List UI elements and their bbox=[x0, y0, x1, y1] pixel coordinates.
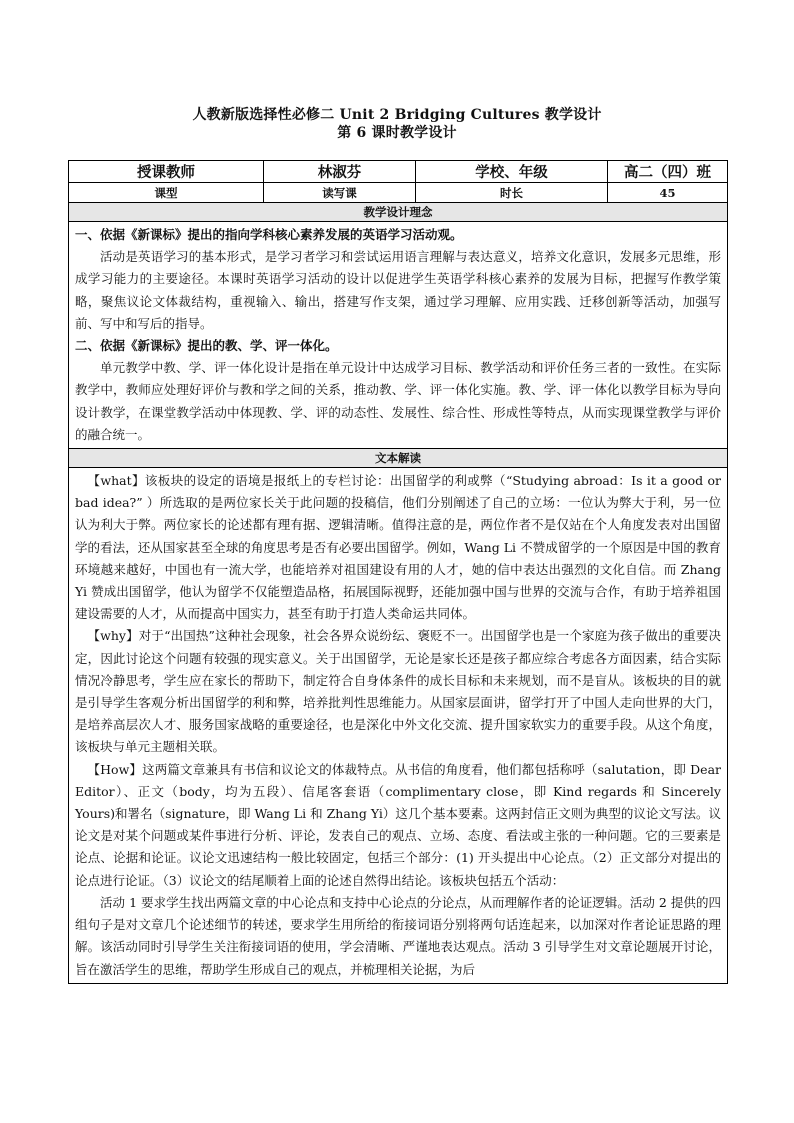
teacher-value: 林淑芬 bbox=[264, 161, 416, 183]
analysis-what: 【what】该板块的设定的语境是报纸上的专栏讨论：出国留学的利或弊（“Studying abroad：Is it a good or bad idea?” ）所选取的是两位家长关于此问题的投稿信，他们分别阐述了自己的立场：一位认为弊大于利，另一位认为利大于弊。两位家长的论述都有理有据、逻辑清晰。值得注意的是，两位作者不是仅站在个人角度发表对出国留学的看法，还从国家甚至全球的角度思考是否有必要出国留学。例如，Wang Li 不赞成留学的一个原因是中国的教育环境越来越好，中国也有一流大学，也能培养对祖国建设有用的人才，她的信中表达出强烈的文化自信。而 Zhang Yi 赞成出国留学，他认为留学不仅能塑造品格，拓展国际视野，还能加强中国与世界的交流与合作，有助于培养祖国建设需要的人才，从而提高中国实力，甚至有助于打造人类命运共同体。 bbox=[75, 473, 721, 622]
document-subtitle: 第 6 课时教学设计 bbox=[337, 125, 457, 141]
design-body bbox=[69, 222, 728, 449]
analysis-activities: 活动 1 要求学生找出两篇文章的中心论点和支持中心论点的分论点，从而理解作者的论证逻辑。活动 2 提供的四组句子是对文章几个论述细节的转述，要求学生用所给的衔接词语分别将两句话连起来，以加深对作者论证思路的理解。该活动同时引导学生关注衔接词语的使用，学会清晰、严谨地表达观点。活动 3 引导学生对文章论题展开讨论，旨在激活学生的思维，帮助学生形成自己的观点，并梳理相关论据，为后 bbox=[75, 894, 721, 977]
document-title: 人教新版选择性必修二 Unit 2 Bridging Cultures 教学设计 bbox=[192, 107, 602, 123]
type-value: 读写课 bbox=[264, 183, 416, 203]
analysis-why: 【why】对于“出国热”这种社会现象，社会各界众说纷纭、褒贬不一。出国留学也是一个家庭为孩子做出的重要决定，因此讨论这个问题有较强的现实意义。关于出国留学，无论是家长还是孩子都应综合考虑各方面因素，结合实际情况冷静思考，学生应在家长的帮助下，制定符合自身体条件的成长目标和未来规划，而不是盲从。该板块的目的就是引导学生客观分析出国留学的利和弊，培养批判性思维能力。从国家层面讲，留学打开了中国人走向世界的大门，是培养高层次人才、服务国家战略的重要途径，也是深化中外文化交流、提升国家软实力的重要手段。从这个角度，该板块与单元主题相关联。 bbox=[75, 628, 721, 755]
info-row-2 bbox=[69, 183, 728, 203]
type-label: 课型 bbox=[69, 183, 264, 203]
school-label: 学校、年级 bbox=[416, 161, 608, 183]
section-heading-text-analysis: 文本解读 bbox=[69, 449, 728, 468]
section-heading-row bbox=[69, 449, 728, 468]
duration-value: 45 bbox=[608, 183, 728, 203]
section-heading-design: 教学设计理念 bbox=[69, 203, 728, 222]
lesson-table bbox=[68, 160, 728, 984]
design-point-2-title: 二、依据《新课标》提出的教、学、评一体化。 bbox=[75, 338, 338, 354]
analysis-body-row bbox=[69, 468, 728, 984]
analysis-how: 【How】这两篇文章兼具有书信和议论文的体裁特点。从书信的角度看，他们都包括称呼（salutation，即 Dear Editor）、正文（body，均为五段）、信尾客套语（complimentary close，即 Kind regards 和 Sincerely Yours)和署名（signature，即 Wang Li 和 Zhang Yi）这几个基本要素。这两封信正文则为典型的议论文写法。议论文是对某个问题或某件事进行分析、评论，发表自己的观点、立场、态度、看法或主张的一种问题。它的三要素是论点、论据和论证。议论文迅速结构一般比较固定，包括三个部分：(1) 开头提出中心论点。（2）正文部分对提出的论点进行论证。（3）议论文的结尾顺着上面的论述自然得出结论。该板块包括五个活动： bbox=[75, 761, 721, 888]
design-point-2-body: 单元教学中教、学、评一体化设计是指在单元设计中达成学习目标、教学活动和评价任务三者的一致性。在实际教学中，教师应处理好评价与教和学之间的关系，推动教、学、评一体化实施。教、学、评一体化以教学目标为导向设计教学，在课堂教学活动中体现教、学、评的动态性、发展性、综合性、形成性等特点，从而实现课堂教学与评价的融合统一。 bbox=[75, 360, 721, 442]
duration-label: 时长 bbox=[416, 183, 608, 203]
design-point-1-body: 活动是英语学习的基本形式，是学习者学习和尝试运用语言理解与表达意义，培养文化意识，发展多元思维，形成学习能力的主要途径。本课时英语学习活动的设计以促进学生英语学科核心素养的发展为目标，把握写作教学策略，聚焦议论文体裁结构，重视输入、输出，搭建写作支架，通过学习理解、应用实践、迁移创新等活动，加强写前、写中和写后的指导。 bbox=[75, 249, 721, 331]
section-heading-row bbox=[69, 203, 728, 222]
design-point-1-title: 一、依据《新课标》提出的指向学科核心素养发展的英语学习活动观。 bbox=[75, 227, 463, 242]
school-value: 高二（四）班 bbox=[608, 161, 728, 183]
design-body-row bbox=[69, 222, 728, 449]
analysis-body bbox=[69, 468, 728, 984]
teacher-label: 授课教师 bbox=[69, 161, 264, 183]
info-row-1 bbox=[69, 161, 728, 183]
